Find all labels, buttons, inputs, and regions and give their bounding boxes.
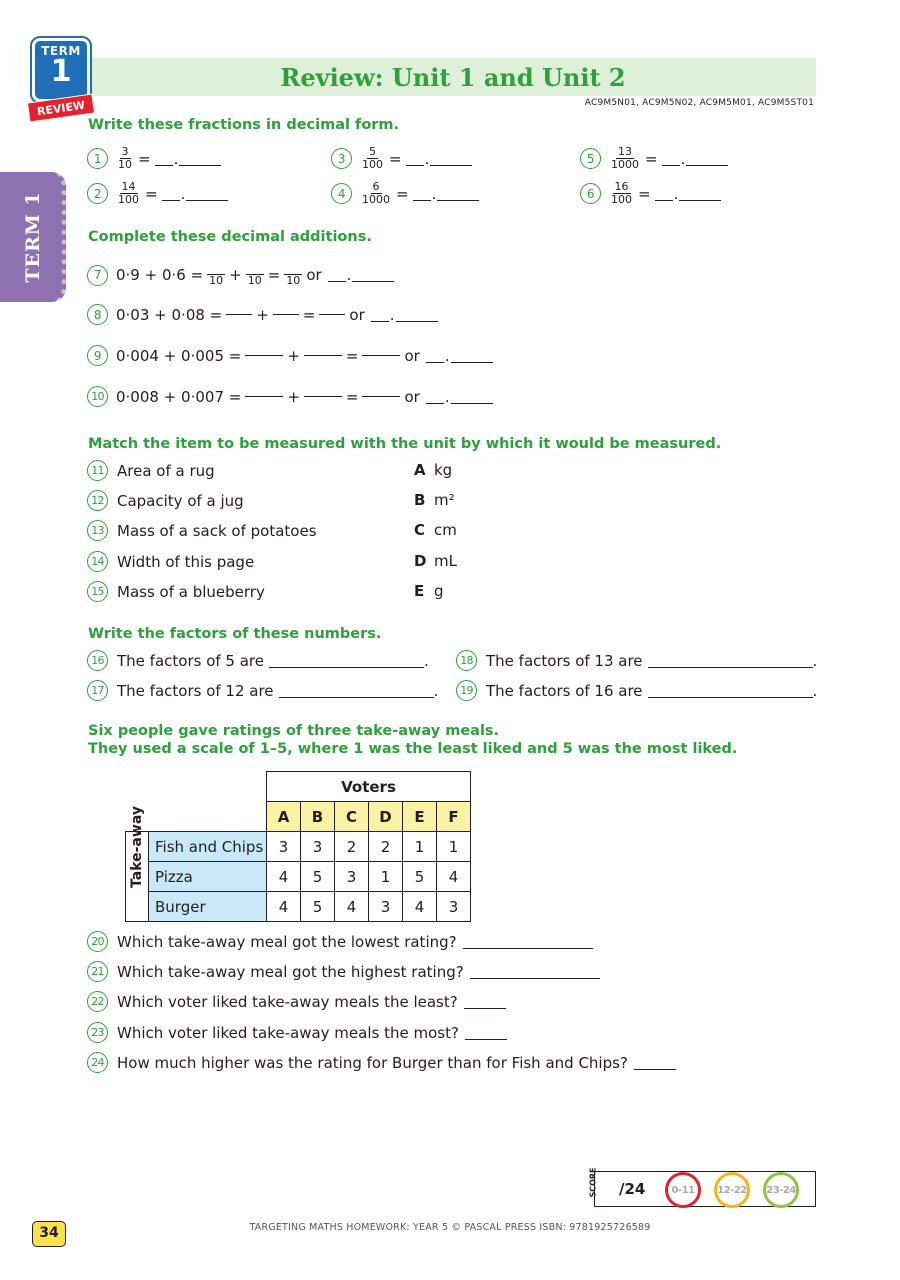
unit-option-c: C cm bbox=[414, 521, 457, 539]
rating-cell: 4 bbox=[267, 892, 301, 922]
answer-blank[interactable] bbox=[648, 684, 813, 698]
answer-blank[interactable] bbox=[155, 152, 173, 166]
question-22: 22 Which voter liked take-away meals the least? bbox=[87, 991, 506, 1012]
answer-blank[interactable] bbox=[245, 355, 283, 356]
question-number: 6 bbox=[580, 183, 601, 204]
answer-blank[interactable] bbox=[371, 308, 389, 322]
rating-cell: 4 bbox=[335, 892, 369, 922]
question-3: 3 $\frac{5}{100}$ = . bbox=[331, 146, 472, 171]
rating-cell: 3 bbox=[267, 832, 301, 862]
question-20: 20 Which take-away meal got the lowest rating? bbox=[87, 931, 593, 952]
meal-name: Burger bbox=[149, 892, 267, 922]
rating-cell: 3 bbox=[437, 892, 471, 922]
voter-header: B bbox=[301, 802, 335, 832]
answer-blank[interactable] bbox=[179, 152, 221, 166]
rating-cell: 2 bbox=[335, 832, 369, 862]
rating-cell: 5 bbox=[301, 862, 335, 892]
instruction-ratings-2: They used a scale of 1–5, where 1 was the least liked and 5 was the most liked. bbox=[88, 741, 738, 757]
question-number: 11 bbox=[87, 460, 108, 481]
answer-blank[interactable] bbox=[406, 152, 424, 166]
voter-header: D bbox=[369, 802, 403, 832]
rating-cell: 1 bbox=[369, 862, 403, 892]
question-number: 8 bbox=[87, 304, 108, 325]
instruction-additions: Complete these decimal additions. bbox=[88, 229, 372, 245]
voter-header: C bbox=[335, 802, 369, 832]
rating-cell: 4 bbox=[437, 862, 471, 892]
answer-blank[interactable] bbox=[279, 684, 434, 698]
term-badge bbox=[32, 38, 90, 102]
answer-blank[interactable] bbox=[273, 314, 299, 315]
question-6: 6 $\frac{16}{100}$ = . bbox=[580, 181, 721, 206]
voter-header: A bbox=[267, 802, 301, 832]
rating-cell: 1 bbox=[403, 832, 437, 862]
question-14: 14 Width of this page bbox=[87, 551, 254, 572]
fraction-blank: 10 bbox=[207, 263, 225, 287]
question-number: 14 bbox=[87, 551, 108, 572]
question-number: 19 bbox=[456, 680, 477, 701]
voters-header: Voters bbox=[267, 772, 471, 802]
answer-blank[interactable] bbox=[162, 187, 180, 201]
table-row bbox=[126, 832, 471, 862]
question-8: 8 0·03 + 0·08 = + = or . bbox=[87, 304, 438, 325]
answer-blank[interactable] bbox=[451, 390, 493, 404]
answer-blank[interactable] bbox=[686, 152, 728, 166]
question-13: 13 Mass of a sack of potatoes bbox=[87, 520, 317, 541]
answer-blank[interactable] bbox=[269, 654, 424, 668]
question-number: 4 bbox=[331, 183, 352, 204]
question-number: 16 bbox=[87, 650, 108, 671]
rating-cell: 5 bbox=[403, 862, 437, 892]
rating-cell: 3 bbox=[335, 862, 369, 892]
meal-name: Fish and Chips bbox=[149, 832, 267, 862]
answer-blank[interactable] bbox=[464, 995, 506, 1009]
question-21: 21 Which take-away meal got the highest rating? bbox=[87, 961, 600, 982]
table-row bbox=[126, 862, 471, 892]
voter-header: E bbox=[403, 802, 437, 832]
answer-blank[interactable] bbox=[655, 187, 673, 201]
question-number: 2 bbox=[87, 183, 108, 204]
question-number: 22 bbox=[87, 991, 108, 1012]
question-1: 1 $\frac{3}{10}$ = . bbox=[87, 146, 221, 171]
score-band-high: 23-24 bbox=[763, 1172, 799, 1208]
question-4: 4 $\frac{6}{1000}$ = . bbox=[331, 181, 479, 206]
question-number: 9 bbox=[87, 345, 108, 366]
question-23: 23 Which voter liked take-away meals the most? bbox=[87, 1022, 507, 1043]
question-16: 16 The factors of 5 are . bbox=[87, 650, 429, 671]
term-badge-number: 1 bbox=[50, 54, 72, 89]
question-number: 10 bbox=[87, 386, 108, 407]
term-badge-word: TERM bbox=[41, 44, 81, 58]
question-5: 5 $\frac{13}{1000}$ = . bbox=[580, 146, 728, 171]
fraction: $\frac{3}{10}$ bbox=[118, 145, 132, 171]
rating-cell: 2 bbox=[369, 832, 403, 862]
takeaway-axis-label: Take-away bbox=[129, 805, 145, 888]
score-band-low: 0-11 bbox=[665, 1172, 701, 1208]
question-7: 7 0·9 + 0·6 = 10 + 10 = 10 or . bbox=[87, 263, 394, 287]
score-total: /24 bbox=[619, 1180, 646, 1198]
fraction-blank: 10 bbox=[284, 263, 302, 287]
unit-option-e: E g bbox=[414, 582, 444, 600]
question-number: 1 bbox=[87, 148, 108, 169]
question-number: 23 bbox=[87, 1022, 108, 1043]
instruction-fractions: Write these fractions in decimal form. bbox=[88, 117, 400, 133]
answer-blank[interactable] bbox=[226, 314, 252, 315]
question-12: 12 Capacity of a jug bbox=[87, 490, 244, 511]
fraction: $\frac{5}{100}$ bbox=[362, 145, 383, 171]
answer-blank[interactable] bbox=[319, 314, 345, 315]
instruction-matching: Match the item to be measured with the unit by which it would be measured. bbox=[88, 436, 722, 452]
question-18: 18 The factors of 13 are . bbox=[456, 650, 817, 671]
question-number: 18 bbox=[456, 650, 477, 671]
question-number: 17 bbox=[87, 680, 108, 701]
answer-blank[interactable] bbox=[470, 965, 600, 979]
answer-blank[interactable] bbox=[430, 152, 472, 166]
review-ribbon: REVIEW bbox=[27, 94, 95, 123]
answer-blank[interactable] bbox=[662, 152, 680, 166]
answer-blank[interactable] bbox=[451, 349, 493, 363]
answer-blank[interactable] bbox=[679, 187, 721, 201]
page-title: Review: Unit 1 and Unit 2 bbox=[280, 63, 626, 92]
question-19: 19 The factors of 16 are . bbox=[456, 680, 817, 701]
question-17: 17 The factors of 12 are . bbox=[87, 680, 438, 701]
page-number: 34 bbox=[32, 1221, 66, 1247]
answer-blank[interactable] bbox=[362, 355, 400, 356]
answer-blank[interactable] bbox=[437, 187, 479, 201]
rating-cell: 5 bbox=[301, 892, 335, 922]
rating-cell: 3 bbox=[301, 832, 335, 862]
question-2: 2 $\frac{14}{100}$ = . bbox=[87, 181, 228, 206]
ratings-table bbox=[125, 771, 471, 922]
answer-blank[interactable] bbox=[328, 268, 346, 282]
answer-blank[interactable] bbox=[304, 355, 342, 356]
question-10: 10 0·008 + 0·007 = + = or . bbox=[87, 386, 493, 407]
question-number: 3 bbox=[331, 148, 352, 169]
answer-blank[interactable] bbox=[465, 1026, 507, 1040]
question-9: 9 0·004 + 0·005 = + = or . bbox=[87, 345, 493, 366]
question-15: 15 Mass of a blueberry bbox=[87, 581, 265, 602]
question-number: 7 bbox=[87, 265, 108, 286]
voter-header: F bbox=[437, 802, 471, 832]
question-number: 21 bbox=[87, 961, 108, 982]
answer-blank[interactable] bbox=[186, 187, 228, 201]
answer-blank[interactable] bbox=[426, 390, 444, 404]
answer-blank[interactable] bbox=[352, 268, 394, 282]
unit-option-d: D mL bbox=[414, 552, 457, 570]
fraction: $\frac{13}{1000}$ bbox=[611, 145, 639, 171]
answer-blank[interactable] bbox=[245, 396, 283, 397]
unit-option-b: B m² bbox=[414, 491, 455, 509]
question-number: 24 bbox=[87, 1052, 108, 1073]
answer-blank[interactable] bbox=[362, 396, 400, 397]
answer-blank[interactable] bbox=[426, 349, 444, 363]
question-number: 12 bbox=[87, 490, 108, 511]
answer-blank[interactable] bbox=[396, 308, 438, 322]
rating-cell: 3 bbox=[369, 892, 403, 922]
instruction-ratings-1: Six people gave ratings of three take-away meals. bbox=[88, 723, 500, 739]
question-11: 11 Area of a rug bbox=[87, 460, 215, 481]
instruction-factors: Write the factors of these numbers. bbox=[88, 626, 382, 642]
answer-blank[interactable] bbox=[648, 654, 813, 668]
answer-blank[interactable] bbox=[634, 1056, 676, 1070]
fraction-blank: 10 bbox=[246, 263, 264, 287]
axis-cell bbox=[126, 805, 149, 922]
score-band-mid: 12-22 bbox=[714, 1172, 750, 1208]
question-number: 5 bbox=[580, 148, 601, 169]
table-row bbox=[126, 892, 471, 922]
fraction: $\frac{6}{1000}$ bbox=[362, 180, 390, 206]
curriculum-codes: AC9M5N01, AC9M5N02, AC9M5M01, AC9M5ST01 bbox=[584, 98, 814, 108]
question-number: 15 bbox=[87, 581, 108, 602]
score-label: SCORE bbox=[588, 1167, 598, 1198]
question-number: 20 bbox=[87, 931, 108, 952]
answer-blank[interactable] bbox=[463, 935, 593, 949]
rating-cell: 1 bbox=[437, 832, 471, 862]
footer-credit: TARGETING MATHS HOMEWORK: YEAR 5 © PASCAL PRESS ISBN: 9781925726589 bbox=[249, 1222, 651, 1233]
meal-name: Pizza bbox=[149, 862, 267, 892]
rating-cell: 4 bbox=[267, 862, 301, 892]
answer-blank[interactable] bbox=[304, 396, 342, 397]
unit-option-a: A kg bbox=[414, 461, 453, 479]
answer-blank[interactable] bbox=[413, 187, 431, 201]
fraction: $\frac{14}{100}$ bbox=[118, 180, 139, 206]
fraction: $\frac{16}{100}$ bbox=[611, 180, 632, 206]
question-24: 24 How much higher was the rating for Burger than for Fish and Chips? bbox=[87, 1052, 676, 1073]
side-tab-label: TERM 1 bbox=[22, 191, 44, 283]
question-number: 13 bbox=[87, 520, 108, 541]
rating-cell: 4 bbox=[403, 892, 437, 922]
